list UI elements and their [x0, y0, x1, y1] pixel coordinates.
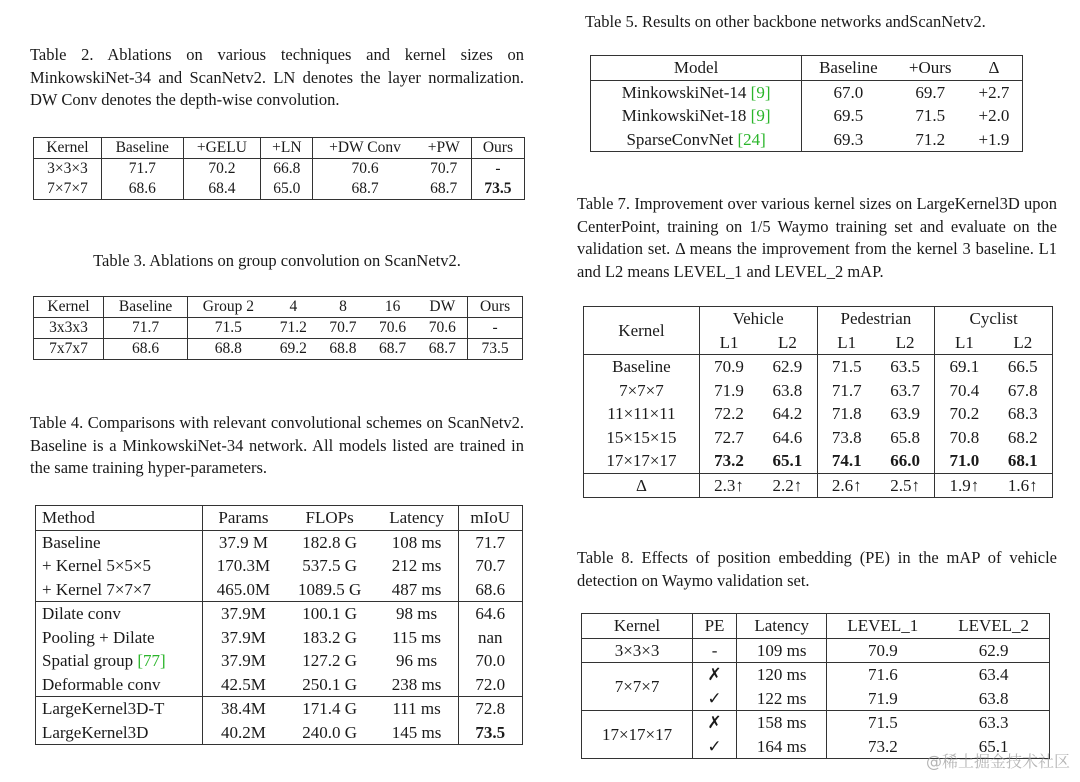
table-cell: +Ours	[895, 56, 966, 81]
table8	[581, 613, 1050, 759]
table-row	[36, 649, 523, 673]
table-row	[591, 80, 1023, 104]
table-cell: 70.2	[949, 404, 980, 423]
table-cell: 68.6	[103, 339, 187, 360]
table-cell: 111 ms	[376, 697, 458, 721]
table-cell: 68.7	[351, 180, 379, 197]
table-cell: 7x7x7	[34, 339, 104, 360]
table-cell: 71.5	[188, 318, 269, 339]
table-cell	[699, 449, 758, 473]
table-cell: +DW Conv	[313, 138, 417, 159]
table-cell: 65.8	[876, 426, 935, 450]
table-cell: 115 ms	[376, 626, 458, 650]
table-row	[591, 128, 1023, 152]
table-cell: +PW	[417, 138, 472, 159]
table-cell: +2.0	[978, 106, 1010, 125]
table-row	[34, 179, 525, 200]
table-cell: 3×3×3	[582, 638, 693, 663]
table-cell: 171.4 G	[302, 699, 357, 718]
citation-link[interactable]: [9]	[750, 106, 771, 125]
table-cell: PE	[693, 614, 737, 639]
table-cell: 70.6	[351, 160, 379, 177]
table-cell: 70.7	[318, 318, 368, 339]
table-cell: + Kernel 5×5×5	[36, 554, 203, 578]
table-cell: 63.9	[876, 402, 935, 426]
table5	[590, 55, 1023, 152]
citation-link[interactable]: [9]	[750, 82, 771, 102]
table-cell: 72.0	[458, 673, 523, 697]
table-cell: L1	[817, 331, 876, 355]
table-cell: +GELU	[183, 138, 261, 159]
table-cell: 17×17×17	[584, 449, 700, 473]
table-cell: 122 ms	[736, 687, 826, 711]
group-header: Vehicle	[699, 307, 817, 331]
table-cell: 109 ms	[736, 638, 826, 663]
table-cell: 183.2 G	[302, 627, 357, 647]
table-cell: 70.4	[949, 380, 980, 400]
table-cell: Model	[591, 56, 802, 81]
table7-caption: Table 7. Improvement over various kernel sizes on LargeKernel3D upon CenterPoint, training on 1/5 Waymo training set and evaluate on the validation set. Δ means the improvement from the kernel 3 baseline. L1 and L2 means LEVEL_1 and LEVEL_2 mAP.	[577, 194, 1057, 281]
table-cell: 158 ms	[736, 711, 826, 735]
table-cell: 465.0M	[203, 578, 284, 602]
table-cell: 127.2 G	[302, 651, 357, 670]
table-cell: 68.7	[417, 339, 467, 360]
table-cell: 8	[318, 297, 368, 318]
table-cell: + Kernel 7×7×7	[36, 578, 203, 602]
table-cell: 71.5	[831, 357, 862, 376]
table-cell: Baseline	[103, 297, 187, 318]
table-cell: 238 ms	[376, 673, 458, 697]
table-cell: 71.7	[101, 159, 183, 180]
table-cell: 1.6↑	[1007, 475, 1038, 495]
table-cell: 96 ms	[376, 649, 458, 673]
table-cell: Δ	[966, 56, 1023, 81]
table-cell: ✗	[693, 711, 737, 735]
table-cell: 71.2	[915, 129, 946, 149]
table-cell: 2.2↑	[758, 473, 817, 498]
table8-caption: Table 8. Effects of position embedding (PE) in the mAP of vehicle detection on Waymo validation set.	[577, 548, 1057, 590]
table-cell: 71.5	[867, 713, 898, 732]
table-cell	[458, 721, 523, 745]
table-cell: 64.6	[758, 426, 817, 450]
cell-text: SparseConvNet	[626, 129, 738, 149]
group-header: Cyclist	[969, 309, 1018, 328]
table-cell: Group 2	[188, 297, 269, 318]
table-cell: Kernel	[34, 138, 102, 159]
citation-link[interactable]: [24]	[737, 129, 766, 149]
table2-caption: Table 2. Ablations on various techniques and kernel sizes on MinkowskiNet-34 and ScanNetv2. LN denotes the layer normalization. DW Conv denotes the depth-wise convolution.	[30, 45, 524, 109]
table-row	[36, 578, 523, 602]
table-cell: 68.2	[1007, 427, 1038, 447]
table-cell: 71.9	[827, 687, 938, 711]
table-cell: 69.1	[949, 357, 980, 376]
table-cell: 68.3	[1007, 404, 1038, 423]
table-cell: 63.8	[758, 379, 817, 403]
table-cell	[758, 449, 817, 473]
header-row	[34, 297, 523, 318]
table-cell: 70.2	[183, 159, 261, 180]
table-cell: 145 ms	[376, 721, 458, 745]
table-cell: 38.4M	[221, 699, 266, 718]
table-cell: 63.3	[978, 713, 1009, 732]
table-cell: DW	[417, 297, 467, 318]
table-cell: Params	[203, 506, 284, 531]
table-cell: 72.2	[714, 404, 744, 423]
cell-text: 74.1	[831, 451, 862, 470]
cell-text: MinkowskiNet-18	[621, 106, 751, 125]
table-cell: 65.0	[261, 179, 313, 200]
table-cell: 120 ms	[736, 663, 826, 687]
table-cell: 73.5	[481, 340, 509, 357]
table-cell: 537.5 G	[302, 556, 357, 575]
table-cell: 73.2	[867, 736, 898, 756]
table-cell	[591, 104, 802, 128]
table-cell: LEVEL_2	[938, 614, 1049, 639]
table-row	[34, 159, 525, 180]
table-cell: 66.8	[261, 159, 313, 180]
table-row	[584, 426, 1053, 450]
table-cell: 70.7	[417, 159, 472, 180]
header-row	[582, 614, 1050, 639]
table-cell: 63.7	[876, 379, 935, 403]
table-cell: 69.2	[279, 340, 307, 357]
table-row	[34, 339, 523, 360]
table-cell: 68.7	[379, 340, 407, 357]
table-row	[582, 663, 1050, 687]
table-row	[591, 104, 1023, 128]
cell-text: 73.2	[714, 451, 744, 470]
table-cell: 71.7	[831, 380, 862, 400]
table-cell: 487 ms	[376, 578, 458, 602]
table-cell	[471, 179, 524, 200]
table-cell: 3x3x3	[34, 318, 104, 339]
table-row	[584, 355, 1053, 379]
table-cell: 70.6	[417, 318, 467, 339]
table-cell: ✗	[693, 663, 737, 687]
table-cell: Baseline	[802, 56, 895, 81]
table-cell: Baseline	[36, 530, 203, 554]
table-cell: 69.5	[833, 106, 864, 125]
table-cell: 63.8	[938, 687, 1049, 711]
table-cell: 71.2	[269, 318, 319, 339]
table-cell: 70.9	[714, 357, 744, 376]
table-row	[34, 318, 523, 339]
table-cell: -	[495, 160, 501, 177]
table-cell: mIoU	[458, 506, 523, 531]
table-cell	[817, 449, 876, 473]
table4	[35, 505, 523, 745]
group-header: Pedestrian	[817, 307, 935, 331]
table-cell: 2.6↑	[831, 475, 862, 495]
table-cell: 68.6	[458, 578, 523, 602]
table-row	[36, 721, 523, 745]
table-cell: 71.8	[831, 404, 862, 423]
table-cell: 68.8	[329, 340, 357, 357]
table-cell: ✓	[693, 687, 737, 711]
table-cell: 212 ms	[376, 554, 458, 578]
table-row	[36, 602, 523, 626]
table-cell: 71.9	[714, 380, 744, 400]
table-cell	[994, 449, 1053, 473]
table3-caption: Table 3. Ablations on group convolution on ScanNetv2.	[93, 251, 461, 270]
table-cell: Δ	[584, 473, 700, 498]
table-cell: 68.7	[417, 179, 472, 200]
table-cell: 11×11×11	[584, 402, 700, 426]
table-row	[584, 473, 1053, 498]
table-cell: 67.8	[1007, 380, 1038, 400]
cell-text: Spatial group	[42, 651, 138, 670]
table-cell: Latency	[736, 614, 826, 639]
table4-caption: Table 4. Comparisons with relevant convolutional schemes on ScanNetv2. Baseline is a MinkowskiNet-34 network. All models listed are trained in the same training hyper-parameters.	[30, 413, 524, 477]
table-cell: 15×15×15	[584, 426, 700, 450]
table-cell: 67.0	[833, 82, 864, 102]
table-cell: +2.7	[978, 82, 1010, 102]
table-row	[36, 530, 523, 554]
table-cell: Kernel	[584, 307, 700, 355]
table-cell: 69.7	[915, 82, 946, 102]
table-cell: +LN	[261, 138, 313, 159]
table-row	[584, 449, 1053, 473]
table-cell: Ours	[468, 297, 523, 318]
table-cell: nan	[477, 627, 503, 647]
table-cell: 1.9↑	[949, 475, 980, 495]
cell-text: MinkowskiNet-14	[621, 82, 751, 102]
table-cell: 37.9M	[221, 604, 266, 623]
table-cell: -	[468, 318, 523, 339]
table-cell: 72.7	[714, 427, 744, 447]
table-cell	[36, 649, 203, 673]
table-cell: 64.2	[758, 402, 817, 426]
table-cell: Dilate conv	[36, 602, 203, 626]
table-cell: FLOPs	[284, 506, 376, 531]
table-cell: 37.9M	[221, 627, 266, 647]
table-cell: 16	[368, 297, 418, 318]
table-cell: Method	[36, 506, 203, 531]
table-cell: 7×7×7	[582, 663, 693, 711]
table-cell: 98 ms	[376, 602, 458, 626]
table-cell: L2	[994, 331, 1053, 355]
table-cell: 108 ms	[376, 530, 458, 554]
table-cell: 4	[269, 297, 319, 318]
table-cell: LargeKernel3D-T	[36, 697, 203, 721]
table-cell: 62.9	[938, 638, 1049, 663]
table-row	[36, 697, 523, 721]
table-cell: L1	[935, 331, 994, 355]
table-cell: Kernel	[34, 297, 104, 318]
table-cell	[935, 449, 994, 473]
table-row	[36, 673, 523, 697]
table-cell: 2.5↑	[876, 473, 935, 498]
table-cell: Kernel	[582, 614, 693, 639]
table-cell: 65.1	[978, 736, 1009, 756]
table-cell: 37.9 M	[218, 532, 268, 552]
table-cell: LEVEL_1	[827, 614, 938, 639]
table-row	[584, 402, 1053, 426]
table-cell: 68.6	[101, 179, 183, 200]
cell-text: 73.5	[484, 180, 512, 197]
table-cell: 71.5	[915, 106, 946, 125]
table3	[33, 296, 523, 360]
table-cell	[876, 449, 935, 473]
table-cell: 62.9	[758, 355, 817, 379]
table5-caption: Table 5. Results on other backbone networks andScanNetv2.	[585, 12, 986, 31]
table-cell: 3×3×3	[34, 159, 102, 180]
cell-text: 66.0	[890, 451, 920, 470]
table-cell	[591, 80, 802, 104]
table-row	[36, 626, 523, 650]
cell-text: 71.0	[949, 451, 980, 470]
table-cell: 72.8	[475, 699, 506, 718]
table7	[583, 306, 1053, 498]
table-cell: +1.9	[978, 129, 1010, 149]
table-cell: Baseline	[101, 138, 183, 159]
table-cell: ✓	[693, 735, 737, 759]
table-cell: Baseline	[584, 355, 700, 379]
table-cell: 71.6	[867, 665, 898, 684]
table-cell: 71.7	[103, 318, 187, 339]
table-cell: 71.7	[475, 532, 506, 552]
table-cell: 42.5M	[203, 673, 284, 697]
header-row	[34, 138, 525, 159]
table-cell: 68.4	[183, 179, 261, 200]
table-row	[582, 711, 1050, 735]
table-cell: -	[693, 638, 737, 663]
table-cell: 1089.5 G	[284, 578, 376, 602]
table-cell: 250.1 G	[284, 673, 376, 697]
table-cell: 63.4	[978, 665, 1009, 684]
table-cell: 73.8	[831, 427, 862, 447]
header-row	[36, 506, 523, 531]
header-row	[584, 307, 1053, 331]
table-cell: 70.6	[368, 318, 418, 339]
cell-text: 73.5	[475, 722, 506, 742]
table-cell: 63.5	[876, 355, 935, 379]
table-cell: 7×7×7	[584, 379, 700, 403]
table-cell: 64.6	[475, 604, 506, 623]
table-cell: 240.0 G	[302, 722, 357, 742]
table-cell: 7×7×7	[34, 179, 102, 200]
table-cell: 37.9M	[221, 651, 266, 670]
table-cell: 170.3M	[216, 556, 271, 575]
table-cell: Ours	[471, 138, 524, 159]
table-cell: 100.1 G	[302, 604, 357, 623]
table-cell	[591, 128, 802, 152]
table-cell: 68.8	[214, 340, 242, 357]
watermark: @稀土掘金技术社区	[925, 752, 1070, 771]
table-cell: 164 ms	[736, 735, 826, 759]
table-cell: 70.0	[475, 651, 506, 670]
table-cell: LargeKernel3D	[36, 721, 203, 745]
table-cell: 70.7	[475, 556, 506, 575]
table-cell: L2	[876, 331, 935, 355]
table-cell: Latency	[376, 506, 458, 531]
table-cell: Pooling + Dilate	[36, 626, 203, 650]
cell-text: 65.1	[772, 451, 803, 470]
table-cell: L1	[699, 331, 758, 355]
table-row	[584, 379, 1053, 403]
table-cell: 2.3↑	[714, 475, 744, 495]
table-cell: 70.8	[949, 427, 980, 447]
cell-text: 68.1	[1007, 451, 1038, 470]
header-row	[591, 56, 1023, 81]
table-cell: 17×17×17	[582, 711, 693, 759]
table-cell: L2	[758, 331, 817, 355]
table-cell: Deformable conv	[36, 673, 203, 697]
table-cell: 70.9	[827, 638, 938, 663]
table-cell: 40.2M	[221, 722, 266, 742]
table-cell: 66.5	[1007, 357, 1038, 376]
table2	[33, 137, 525, 200]
table-row	[36, 554, 523, 578]
table-row	[582, 638, 1050, 663]
table-cell: 182.8 G	[302, 532, 357, 552]
citation-link[interactable]: [77]	[137, 651, 166, 670]
table-cell: 69.3	[833, 129, 864, 149]
